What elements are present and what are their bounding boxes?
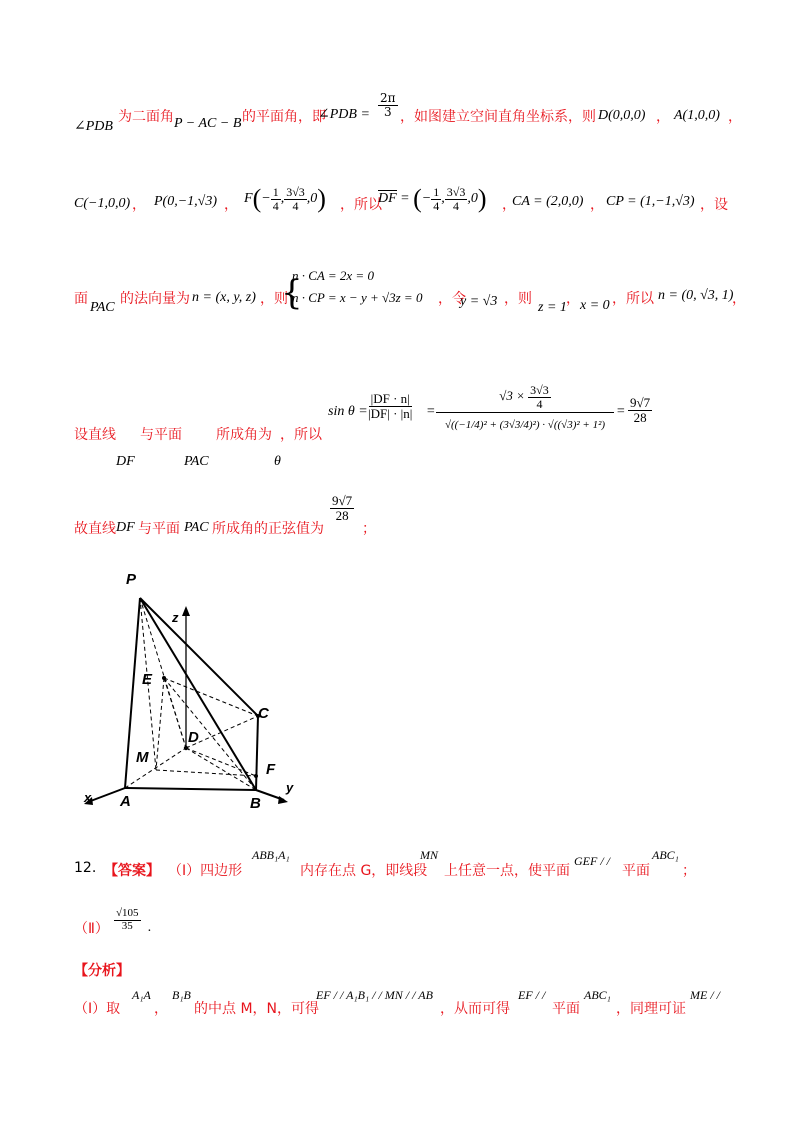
- fraction-1: $\frac{|DF \cdot n|}{|DF| \cdot |n|}$: [368, 391, 413, 421]
- comma: ，: [154, 1001, 168, 1017]
- point-a: A(1,0,0): [674, 108, 720, 123]
- label-b: B: [250, 795, 261, 812]
- plane-abc1: ABC₁: [584, 988, 611, 1002]
- label-z: z: [172, 610, 179, 625]
- period: .: [148, 920, 152, 935]
- line-4: [74, 384, 714, 474]
- vector-cp: CP = (1,−1,√3): [606, 194, 695, 209]
- text: 为二面角: [118, 109, 174, 125]
- text: （Ⅰ）四边形: [168, 863, 243, 879]
- normal-vector: n = (x, y, z): [192, 290, 256, 305]
- angle-theta: θ: [274, 454, 281, 469]
- comma: ，: [656, 109, 670, 125]
- plane-pac: PAC: [184, 520, 209, 535]
- equals: =: [616, 404, 626, 419]
- parallel-chain: EF / / A₁B₁ / / MN / / AB: [316, 988, 433, 1002]
- me-parallel: ME / /: [690, 988, 720, 1002]
- text: 的中点 M，N，可得: [194, 1001, 320, 1017]
- text: 故直线: [74, 521, 116, 537]
- sin-theta: sin θ =: [328, 404, 368, 419]
- vector-df: DF = (− $\frac{1}{4}$ , $\frac{3√3}{4}$ ,0): [378, 184, 487, 213]
- comma: ，: [502, 197, 516, 213]
- analysis-tag: 【分析】: [74, 963, 130, 979]
- point-d: D(0,0,0): [598, 108, 646, 123]
- edge-cb: [256, 716, 258, 790]
- segment-mn: MN: [420, 848, 438, 862]
- comma: ，: [732, 291, 746, 307]
- fraction-2: √3 × $\frac{3√3}{4}$ √((−1/4)² + (3√3/4)²) · √((√3)² + 1²): [436, 384, 614, 431]
- text: ，所以: [340, 197, 382, 213]
- z-value: z = 1: [538, 300, 567, 315]
- text: 面: [74, 291, 88, 307]
- text: ，所以: [280, 427, 322, 443]
- comma: ，: [566, 291, 580, 307]
- text: 与平面: [138, 521, 180, 537]
- y-arrow: [278, 796, 288, 804]
- text: ，从而可得: [440, 1001, 510, 1017]
- line-df: DF: [116, 454, 135, 469]
- question-number: 12.: [74, 860, 97, 876]
- point-c: C(−1,0,0): [74, 196, 131, 211]
- z-arrow: [182, 606, 190, 616]
- text: 设直线: [74, 427, 116, 443]
- comma: ，: [224, 197, 238, 213]
- comma: ，: [590, 197, 604, 213]
- brace: {: [281, 273, 303, 313]
- text: （Ⅱ）: [74, 921, 109, 937]
- text: ，如图建立空间直角坐标系，则: [400, 109, 596, 125]
- text: ；: [682, 863, 696, 879]
- label-p: P: [126, 571, 137, 588]
- text: ；: [362, 521, 376, 537]
- label-x: x: [84, 790, 92, 805]
- label-f: F: [266, 761, 276, 778]
- text: 内存在点 G，即线段: [300, 863, 428, 879]
- equals: =: [426, 404, 436, 419]
- fraction: $\frac{2\pi}{3}$: [380, 91, 396, 119]
- plane-gef: GEF / /: [574, 854, 610, 868]
- system-eq-2: n · CP = x − y + √3z = 0: [292, 290, 423, 305]
- label-c: C: [258, 705, 269, 722]
- result: $\frac{9√7}{28}$: [332, 493, 353, 523]
- plane-pac: PAC: [184, 454, 209, 469]
- angle-pdb: ∠PDB: [74, 119, 113, 134]
- text: 所成角的正弦值为: [212, 521, 324, 537]
- edge-pb: [140, 598, 256, 790]
- ef-parallel: EF / /: [518, 988, 546, 1002]
- segment-b1b: B₁B: [172, 988, 191, 1002]
- text: 的平面角，即: [242, 109, 326, 125]
- label-y: y: [286, 780, 294, 795]
- label-m: M: [136, 749, 149, 766]
- text: 上任意一点，使平面: [444, 863, 570, 879]
- comma: ，: [728, 109, 742, 125]
- point-p: P(0,−1,√3): [154, 194, 218, 209]
- geometry-figure: [80, 566, 320, 816]
- text: ，则: [260, 291, 288, 307]
- edge-pc: [140, 598, 258, 716]
- system-eq-1: n · CA = 2x = 0: [292, 268, 374, 283]
- comma: ，: [132, 197, 146, 213]
- label-d: D: [188, 729, 199, 746]
- plane-abc1: ABC₁: [652, 848, 679, 862]
- text: （Ⅰ）取: [74, 1001, 121, 1017]
- eq-lhs: ∠PDB =: [318, 107, 370, 122]
- result: $\frac{9√7}{28}$: [630, 395, 651, 425]
- normal-result: n = (0, √3, 1): [658, 288, 734, 303]
- text: 所成角为: [216, 427, 272, 443]
- segment-a1a: A₁A: [132, 988, 151, 1002]
- text: ，设: [700, 197, 728, 213]
- plane-pac: PAC: [90, 300, 115, 315]
- text: 与平面: [140, 427, 182, 443]
- text: 平面: [622, 863, 650, 879]
- text: ，令: [438, 291, 466, 307]
- x-value: x = 0: [580, 298, 610, 313]
- answer-tag: 【答案】: [104, 863, 160, 879]
- y-value: y = √3: [460, 294, 498, 309]
- text: ，所以: [612, 291, 654, 307]
- result-ii: $\frac{√105}{35}$: [116, 907, 139, 932]
- edge-ab: [125, 788, 256, 790]
- vector-ca: CA = (2,0,0): [512, 194, 584, 209]
- quad-abb1a1: ABB₁A₁: [252, 848, 290, 862]
- label-a: A: [120, 793, 131, 810]
- dihedral: P − AC − B: [174, 116, 242, 131]
- text: 的法向量为: [120, 291, 190, 307]
- point-f: F(− $\frac{1}{4}$ , $\frac{3√3}{4}$ ,0): [244, 184, 326, 213]
- line-df: DF: [116, 520, 135, 535]
- label-e: E: [142, 671, 153, 688]
- text: ，同理可证: [616, 1001, 686, 1017]
- text: ，则: [504, 291, 532, 307]
- text: 平面: [552, 1001, 580, 1017]
